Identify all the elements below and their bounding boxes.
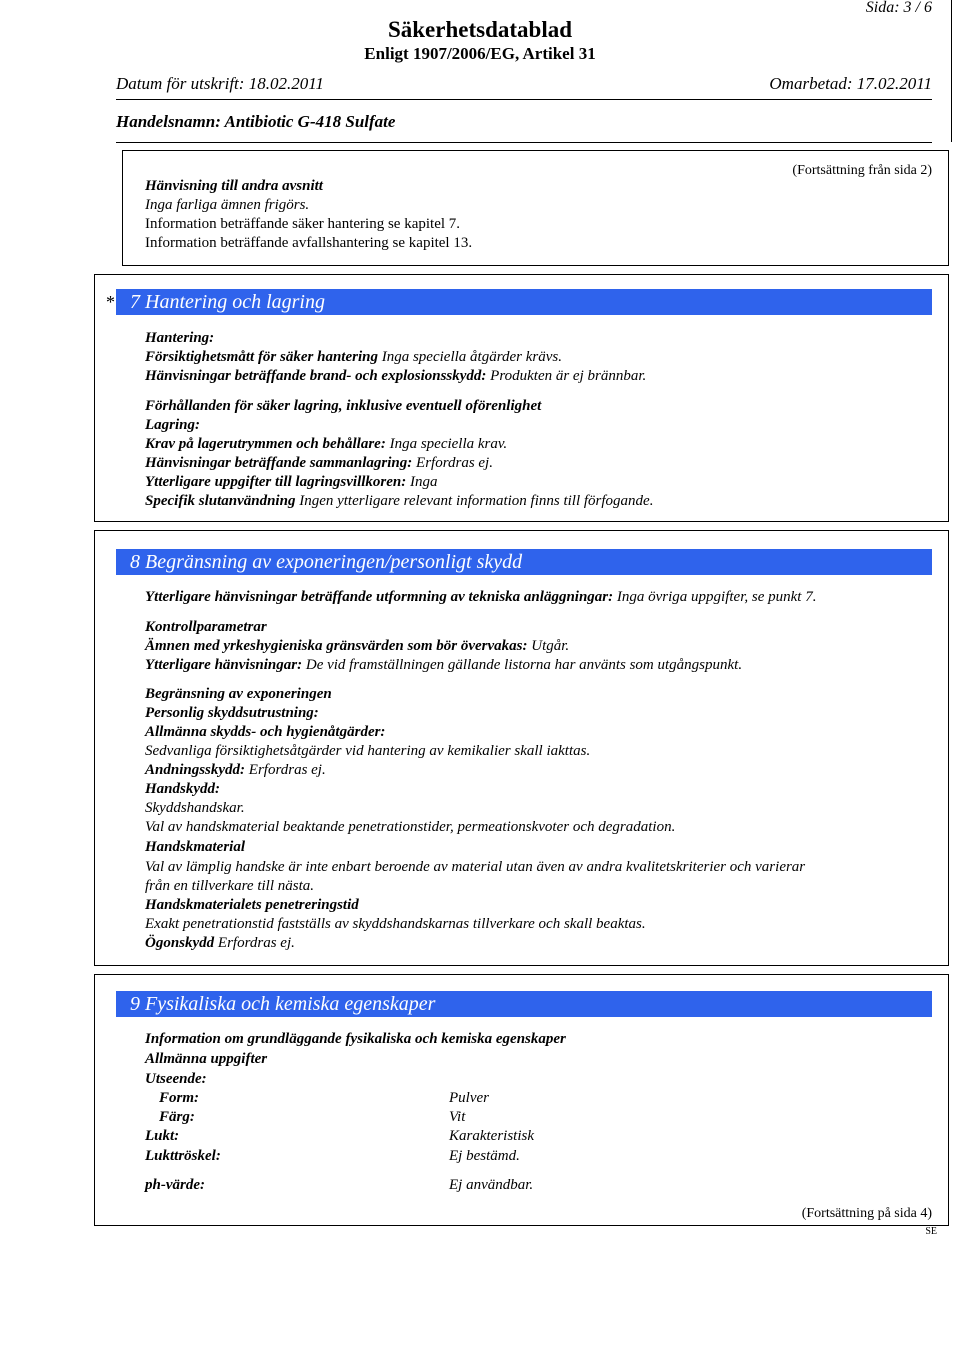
change-marker: * — [106, 292, 115, 312]
storage-heading: Lagring: — [145, 417, 201, 433]
property-label-odor-threshold: Lukttröskel: — [145, 1148, 221, 1164]
eye-protection-label: Ögonskydd — [145, 935, 215, 951]
fire-protection-row — [145, 367, 646, 386]
header-divider — [116, 99, 932, 100]
joint-storage-value: Erfordras ej. — [416, 455, 493, 471]
joint-storage-row — [145, 454, 493, 473]
reference-line-2: Information beträffande säker hantering se kapitel 7. — [145, 216, 461, 232]
exposure-controls-heading: Begränsning av exponeringen — [145, 686, 332, 702]
precautions-label: Försiktighetsmått för säker hantering — [145, 349, 378, 365]
hand-protection-line-2: Val av handskmaterial beaktande penetrationstider, permeationskvoter och degradation. — [145, 819, 676, 835]
design-value: Inga övriga uppgifter, se punkt 7. — [616, 589, 817, 605]
storage-further-label: Ytterligare uppgifter till lagringsvillkoren: — [145, 474, 407, 490]
design-row — [145, 588, 816, 607]
storage-further-row — [145, 473, 438, 492]
requirements-label: Krav på lagerutrymmen och behållare: — [145, 436, 386, 452]
requirements-value: Inga speciella krav. — [389, 436, 508, 452]
property-label-odor: Lukt: — [145, 1128, 180, 1144]
property-value-odor: Karakteristisk — [449, 1128, 534, 1144]
reference-line-3: Information beträffande avfallshantering se kapitel 13. — [145, 235, 473, 251]
additional-references-value: De vid framställningen gällande listorna har använts som utgångspunkt. — [305, 657, 743, 673]
glove-material-line-2: från en tillverkare till nästa. — [145, 878, 315, 894]
fire-protection-label: Hänvisningar beträffande brand- och explosionsskydd: — [145, 368, 487, 384]
continuation-from: (Fortsättning från sida 2) — [792, 163, 932, 178]
reference-line-1: Inga farliga ämnen frigörs. — [145, 197, 310, 213]
penetration-time-value: Exakt penetrationstid fastställs av skyddshandskarnas tillverkare och skall beaktas. — [145, 916, 646, 932]
eye-protection-value: Erfordras ej. — [217, 935, 295, 951]
revised-date: Omarbetad: 17.02.2011 — [769, 74, 932, 93]
document-subtitle: Enligt 1907/2006/EG, Artikel 31 — [364, 44, 596, 63]
header-right-border — [951, 0, 952, 142]
property-label-form: Form: — [159, 1090, 200, 1106]
print-date: Datum för utskrift: 18.02.2011 — [116, 74, 324, 93]
precautions-row — [145, 348, 562, 367]
product-name: Handelsnamn: Antibiotic G-418 Sulfate — [116, 112, 396, 131]
design-label: Ytterligare hänvisningar beträffande utformning av tekniska anläggningar: — [145, 589, 614, 605]
end-use-label: Specifik slutanvändning — [145, 493, 296, 509]
joint-storage-label: Hänvisningar beträffande sammanlagring: — [145, 455, 413, 471]
general-measures-heading: Allmänna skydds- och hygienåtgärder: — [145, 724, 386, 740]
property-value-form: Pulver — [449, 1090, 489, 1106]
penetration-time-heading: Handskmaterialets penetreringstid — [145, 897, 359, 913]
precautions-value: Inga speciella åtgärder krävs. — [381, 349, 562, 365]
header-bottom-divider — [116, 142, 932, 143]
end-use-value: Ingen ytterligare relevant information finns till förfogande. — [299, 493, 654, 509]
breathing-label: Andningsskydd: — [145, 762, 246, 778]
ppe-heading: Personlig skyddsutrustning: — [145, 705, 319, 721]
breathing-value: Erfordras ej. — [248, 762, 326, 778]
appearance-heading: Utseende: — [145, 1071, 207, 1087]
glove-material-heading: Handskmaterial — [145, 839, 246, 855]
storage-conditions-heading: Förhållanden för säker lagring, inklusive eventuell oförenlighet — [145, 398, 542, 414]
limits-label: Ämnen med yrkeshygieniska gränsvärden som bör övervakas: — [145, 638, 528, 654]
additional-references-row — [145, 656, 742, 675]
property-value-color: Vit — [449, 1109, 466, 1125]
ph-label: ph-värde: — [145, 1177, 205, 1193]
requirements-row — [145, 435, 507, 454]
limits-value: Utgår. — [531, 638, 570, 654]
breathing-row — [145, 761, 326, 780]
storage-further-value: Inga — [410, 474, 438, 490]
language-code: SE — [925, 1226, 937, 1237]
section-7-title: 7 Hantering och lagring — [116, 289, 932, 315]
references-heading: Hänvisning till andra avsnitt — [145, 178, 323, 194]
fire-protection-value: Produkten är ej brännbar. — [490, 368, 647, 384]
hand-protection-heading: Handskydd: — [145, 781, 220, 797]
hand-protection-line-1: Skyddshandskar. — [145, 800, 245, 816]
ph-value: Ej användbar. — [449, 1177, 534, 1193]
limits-row — [145, 637, 569, 656]
control-parameters-heading: Kontrollparametrar — [145, 619, 267, 635]
general-info-heading: Allmänna uppgifter — [145, 1051, 268, 1067]
eye-protection-row — [145, 934, 295, 953]
continuation-to: (Fortsättning på sida 4) — [801, 1206, 932, 1221]
additional-references-label: Ytterligare hänvisningar: — [145, 657, 303, 673]
property-value-odor-threshold: Ej bestämd. — [449, 1148, 520, 1164]
section-8-title: 8 Begränsning av exponeringen/personligt skydd — [116, 549, 932, 575]
handling-heading: Hantering: — [145, 330, 215, 346]
basic-info-heading: Information om grundläggande fysikaliska och kemiska egenskaper — [145, 1031, 566, 1047]
general-measures-value: Sedvanliga försiktighetsåtgärder vid hantering av kemikalier skall iakttas. — [145, 743, 591, 759]
glove-material-line-1: Val av lämplig handske är inte enbart beroende av material utan även av andra kvalitetskriterier och varierar — [145, 859, 806, 875]
end-use-row — [145, 492, 653, 511]
section-9-title: 9 Fysikaliska och kemiska egenskaper — [116, 991, 932, 1017]
document-title: Säkerhetsdatablad — [387, 17, 573, 42]
page-number: Sida: 3 / 6 — [865, 0, 932, 16]
property-label-color: Färg: — [159, 1109, 195, 1125]
